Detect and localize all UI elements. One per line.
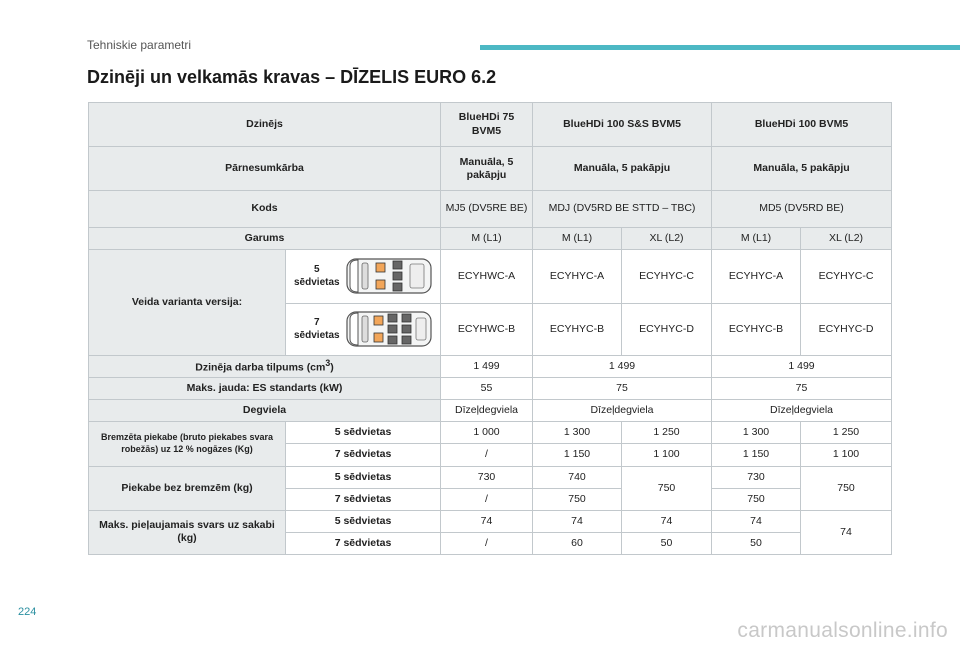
- variant-7-c4: ECYHYC-B: [712, 303, 801, 355]
- braked-5-c5: 1 250: [801, 422, 892, 444]
- braked-7-c3: 1 100: [622, 444, 712, 466]
- table-row: [89, 378, 892, 400]
- unbraked-c3-merged: 750: [622, 466, 712, 510]
- braked-7-seats-label: 7 sēdvietas: [286, 444, 441, 466]
- section-label: Tehniskie parametri: [87, 38, 192, 52]
- variant-7-c3: ECYHYC-D: [622, 303, 712, 355]
- towball-7-seats-label: 7 sēdvietas: [286, 532, 441, 554]
- row-label-variant: Veida varianta versija:: [89, 249, 286, 355]
- braked-5-c1: 1 000: [441, 422, 533, 444]
- engine-header-1: BlueHDi 75 BVM5: [441, 103, 533, 147]
- engine-header-2: BlueHDi 100 S&S BVM5: [533, 103, 712, 147]
- braked-5-seats-label: 5 sēdvietas: [286, 422, 441, 444]
- towball-c5-merged: 74: [801, 510, 892, 554]
- seat-word: sēdvietas: [294, 330, 340, 342]
- seat-word: sēdvietas: [294, 277, 340, 289]
- towball-7-c2: 60: [533, 532, 622, 554]
- row-label-code: Kods: [89, 191, 441, 227]
- towball-7-c1: /: [441, 532, 533, 554]
- towball-5-c4: 74: [712, 510, 801, 532]
- row-label-towball-load: Maks. pieļaujamais svars uz sakabi (kg): [89, 510, 286, 554]
- unbraked-7-seats-label: 7 sēdvietas: [286, 488, 441, 510]
- variant-7-seats: [286, 303, 441, 355]
- row-label-length: Garums: [89, 227, 441, 249]
- capacity-2: 1 499: [533, 356, 712, 378]
- van-5-seat-layout-icon: [346, 256, 432, 296]
- towball-5-seats-label: 5 sēdvietas: [286, 510, 441, 532]
- row-label-capacity: Dzinēja darba tilpums $(cm^3)$: [89, 356, 441, 378]
- unbraked-5-seats-label: 5 sēdvietas: [286, 466, 441, 488]
- variant-5-c2: ECYHYC-A: [533, 249, 622, 303]
- code-2: MDJ (DV5RD BE STTD – TBC): [533, 191, 712, 227]
- unbraked-5-c4: 730: [712, 466, 801, 488]
- unbraked-5-c2: 740: [533, 466, 622, 488]
- table-row: [89, 147, 892, 191]
- power-3: 75: [712, 378, 892, 400]
- gearbox-1: Manuāla, 5 pakāpju: [441, 147, 533, 191]
- table-row: [89, 510, 892, 532]
- engine-specs-table: [88, 102, 892, 555]
- table-row: [89, 356, 892, 378]
- fuel-1: Dīzeļdegviela: [441, 400, 533, 422]
- variant-5-c5: ECYHYC-C: [801, 249, 892, 303]
- variant-5-c4: ECYHYC-A: [712, 249, 801, 303]
- variant-7-c2: ECYHYC-B: [533, 303, 622, 355]
- page-number: 224: [18, 606, 37, 618]
- table-row: [89, 422, 892, 444]
- variant-7-c1: ECYHWC-B: [441, 303, 533, 355]
- code-3: MD5 (DV5RD BE): [712, 191, 892, 227]
- power-2: 75: [533, 378, 712, 400]
- unbraked-c5-merged: 750: [801, 466, 892, 510]
- towball-5-c2: 74: [533, 510, 622, 532]
- variant-5-c3: ECYHYC-C: [622, 249, 712, 303]
- van-7-seat-layout-icon: [346, 309, 432, 349]
- length-1: M (L1): [441, 227, 533, 249]
- unbraked-7-c2: 750: [533, 488, 622, 510]
- engine-header-3: BlueHDi 100 BVM5: [712, 103, 892, 147]
- variant-5-c1: ECYHWC-A: [441, 249, 533, 303]
- table-row: [89, 103, 892, 147]
- unbraked-7-c1: /: [441, 488, 533, 510]
- power-1: 55: [441, 378, 533, 400]
- towball-5-c1: 74: [441, 510, 533, 532]
- unbraked-7-c4: 750: [712, 488, 801, 510]
- row-label-braked-trailer: Bremzēta piekabe (bruto piekabes svara robežās) uz 12 % nogāzes (Kg): [89, 422, 286, 466]
- table-row: [89, 191, 892, 227]
- page-title: Dzinēji un velkamās kravas – DĪZELIS EURO 6.2: [87, 67, 497, 87]
- braked-7-c2: 1 150: [533, 444, 622, 466]
- length-5: XL (L2): [801, 227, 892, 249]
- header-accent-bar: [480, 45, 960, 50]
- row-label-fuel: Degviela: [89, 400, 441, 422]
- braked-7-c4: 1 150: [712, 444, 801, 466]
- seat-count: 5: [314, 264, 320, 276]
- variant-5-seats: [286, 249, 441, 303]
- watermark: carmanualsonline.info: [737, 619, 948, 642]
- row-label-unbraked-trailer: Piekabe bez bremzēm (kg): [89, 466, 286, 510]
- towball-7-c3: 50: [622, 532, 712, 554]
- fuel-3: Dīzeļdegviela: [712, 400, 892, 422]
- length-4: M (L1): [712, 227, 801, 249]
- table-row: [89, 466, 892, 488]
- table-row: [89, 400, 892, 422]
- table-row: [89, 227, 892, 249]
- code-1: MJ5 (DV5RE BE): [441, 191, 533, 227]
- braked-5-c3: 1 250: [622, 422, 712, 444]
- length-2: M (L1): [533, 227, 622, 249]
- towball-5-c3: 74: [622, 510, 712, 532]
- fuel-2: Dīzeļdegviela: [533, 400, 712, 422]
- length-3: XL (L2): [622, 227, 712, 249]
- capacity-1: 1 499: [441, 356, 533, 378]
- row-label-power: Maks. jauda: ES standarts (kW): [89, 378, 441, 400]
- unbraked-5-c1: 730: [441, 466, 533, 488]
- braked-7-c1: /: [441, 444, 533, 466]
- row-label-engine: Dzinējs: [89, 103, 441, 147]
- braked-5-c4: 1 300: [712, 422, 801, 444]
- braked-5-c2: 1 300: [533, 422, 622, 444]
- gearbox-2: Manuāla, 5 pakāpju: [533, 147, 712, 191]
- variant-7-c5: ECYHYC-D: [801, 303, 892, 355]
- gearbox-3: Manuāla, 5 pakāpju: [712, 147, 892, 191]
- capacity-3: 1 499: [712, 356, 892, 378]
- seat-count: 7: [314, 317, 320, 329]
- braked-7-c5: 1 100: [801, 444, 892, 466]
- row-label-gearbox: Pārnesumkārba: [89, 147, 441, 191]
- table-row: [89, 249, 892, 303]
- towball-7-c4: 50: [712, 532, 801, 554]
